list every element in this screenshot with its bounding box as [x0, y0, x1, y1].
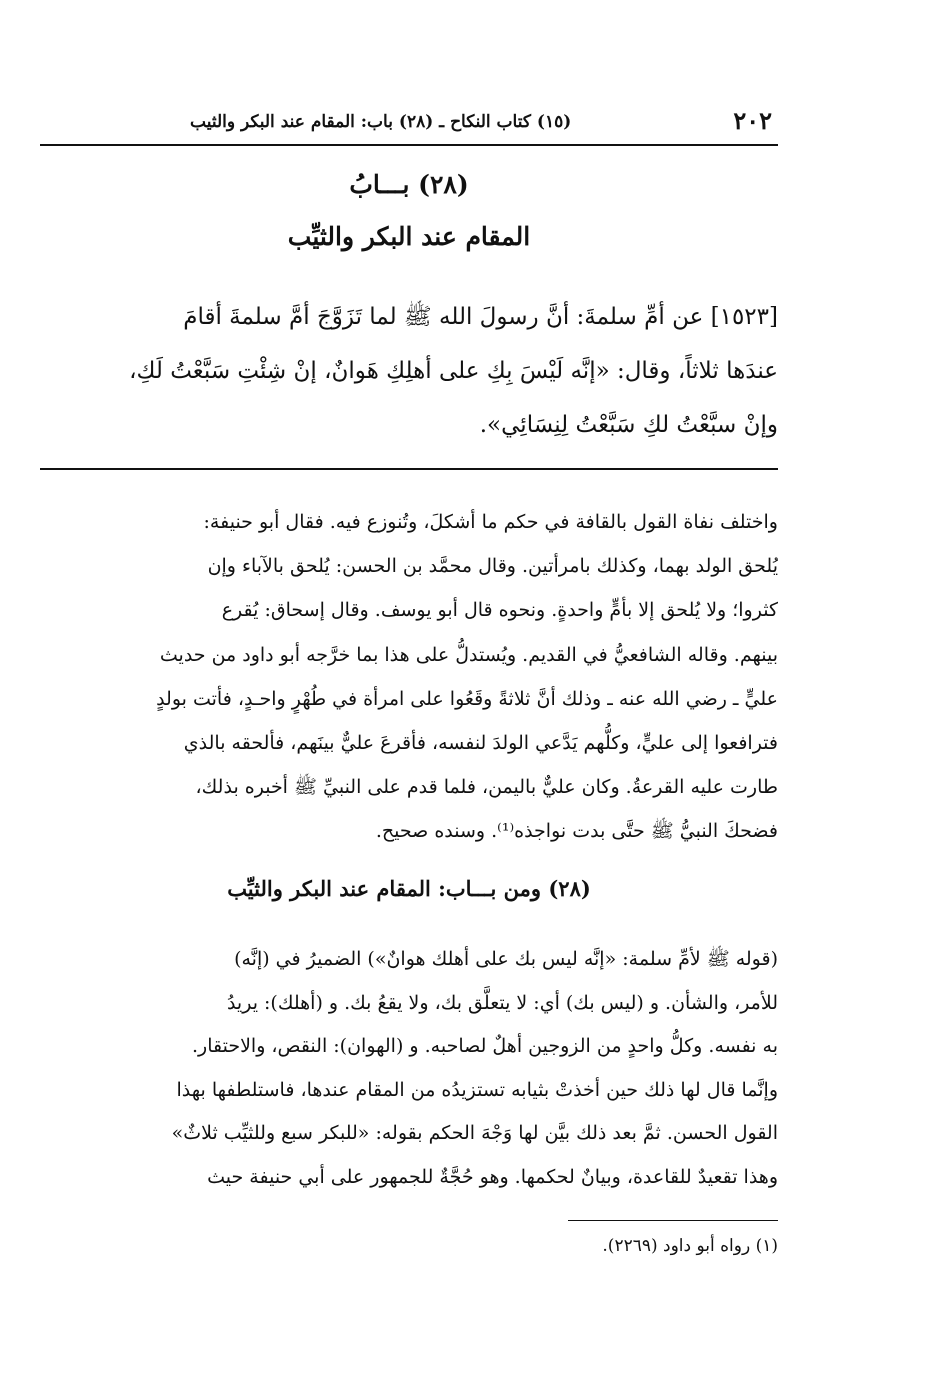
commentary-line: بينهم. وقاله الشافعيُّ في القديم. ويُستدلُّ على هذا بما خرَّجه أبو داود من حديث — [159, 643, 778, 666]
section-title: (٢٨) ومن بـــاب: المقام عند البكر والثيِّب — [227, 876, 591, 901]
section-divider — [40, 468, 778, 470]
hadith-line: وإنْ سبَّعْتُ لكِ سَبَّعْتُ لِنِسَائِي». — [479, 412, 778, 438]
commentary-line: فترافعوا إلى عليٍّ، وكلُّهم يَدَّعي الولدَ لنفسه، فأقرعَ عليٌّ بينَهم، فألحقه بالذي — [183, 732, 778, 755]
commentary-line: كثروا؛ ولا يُلحق إلا بأمٍّ واحدةٍ. ونحوه قال أبو يوسف. وقال إسحاق: يُقرع — [221, 599, 778, 622]
page-number: ٢٠٢ — [733, 106, 772, 135]
explanation-line: به نفسه. وكلُّ واحدٍ من الزوجين أهلٌ لصاحبه. و (الهوان): النقص، والاحتقار. — [191, 1035, 778, 1057]
hadith-text — [40, 290, 778, 452]
explanation-line: القول الحسن. ثمَّ بعد ذلك بيَّن لها وَجْهَ الحكم بقوله: «للبكر سبع وللثيِّب ثلاثٌ» — [171, 1122, 778, 1144]
footnote-item: (١) رواه أبو داود (٢٢٦٩). — [602, 1236, 778, 1256]
commentary-line: واختلف نفاة القول بالقافة في حكم ما أشكلَ، وتُنوزع فيه. فقال أبو حنيفة: — [203, 511, 778, 533]
commentary-line: عليٍّ ـ رضي الله عنه ـ وذلك أنَّ ثلاثةً وقَعُوا على امرأة في طُهْرٍ واحـدٍ، فأتت بولدٍ — [156, 687, 778, 710]
running-title: (١٥) كتاب النكاح ـ (٢٨) باب: المقام عند البكر والثيب — [190, 112, 572, 132]
commentary-text — [40, 500, 778, 854]
commentary-line: يُلحق الولد بهما، وكذلك بامرأتين. وقال محمَّد بن الحسن: يُلحق بالآباء وإن — [207, 555, 778, 578]
explanation-line: للأمر، والشأن. و (ليس بك) أي: لا يتعلَّق بك، ولا يقعُ بك. و (أهلك): يريدُ — [226, 991, 778, 1014]
footnotes — [40, 1232, 778, 1260]
footnote-divider — [568, 1220, 778, 1221]
page-header — [40, 104, 778, 146]
explanation-line: وهذا تقعيدٌ للقاعدة، وبيانٌ لحكمها. وهو حُجَّةٌ للجمهور على أبي حنيفة حيث — [207, 1165, 778, 1188]
commentary-line: فضحكَ النبيُّ ﷺ حتَّى بدت نواجذه⁽¹⁾. وسنده صحيح. — [375, 820, 778, 843]
explanation-text — [40, 938, 778, 1199]
commentary-line: طارت عليه القرعةُ. وكان عليٌّ باليمن، فلما قدم على النبيِّ ﷺ أخبره بذلك، — [195, 776, 778, 799]
chapter-number: (٢٨) بـــابُ — [349, 170, 469, 199]
hadith-line: [١٥٢٣] عن أمِّ سلمةَ: أنَّ رسولَ الله ﷺ لما تَزَوَّجَ أمَّ سلمةَ أقامَ — [183, 304, 778, 330]
explanation-line: (قوله ﷺ لأمِّ سلمة: «إنَّه ليس بك على أهلك هوانٌ») الضميرُ في (إنَّه) — [234, 948, 778, 970]
hadith-line: عندَها ثلاثاً، وقال: «إنَّه لَيْسَ بِكِ على أهلِكِ هَوانٌ، إنْ شِئْتِ سَبَّعْتُ لَكِ، — [129, 358, 778, 384]
explanation-line: وإنَّما قال لها ذلك حين أخذتْ بثيابه تستزيدُه من المقام عندها، فاستلطفها بهذا — [176, 1078, 778, 1101]
chapter-title: المقام عند البكر والثيِّب — [287, 222, 531, 251]
